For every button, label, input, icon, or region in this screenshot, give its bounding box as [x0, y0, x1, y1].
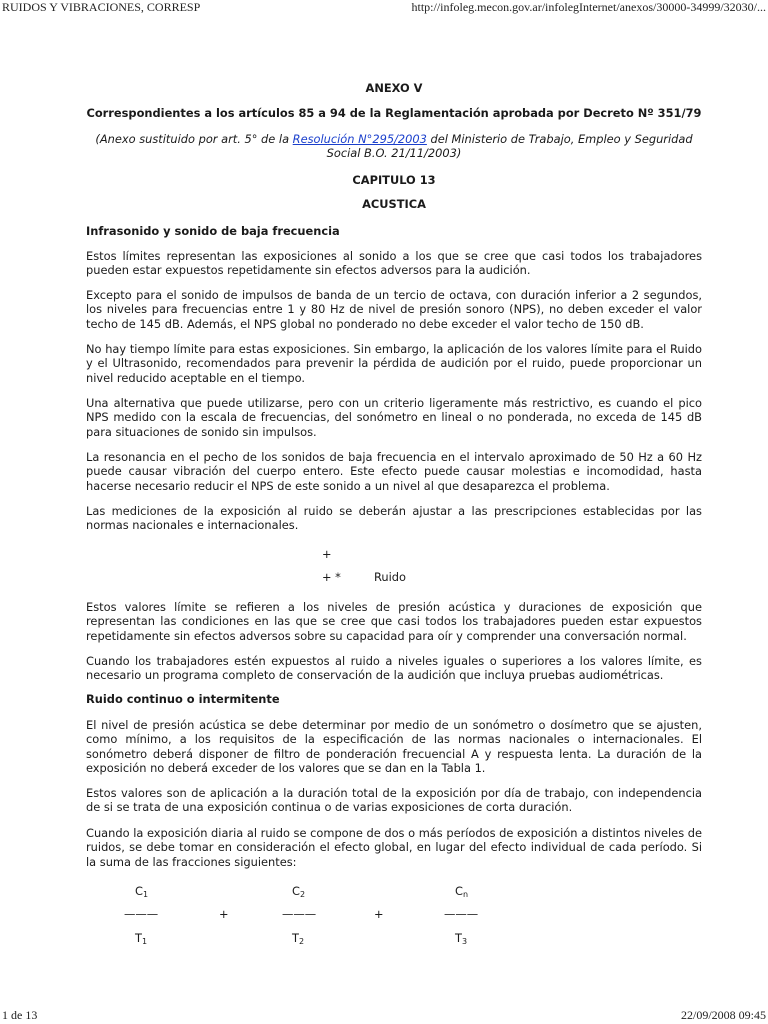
section-title: ACUSTICA	[362, 197, 426, 211]
paragraph-11: Cuando la exposición diaria al ruido se compone de dos o más períodos de exposición a distintos niveles de ruidos, se debe tomar en consideración el efecto global, en lugar del efecto individual de cada período. Si la suma de las fracciones siguientes:	[86, 826, 702, 869]
paragraph-1: Estos límites representan las exposiciones al sonido a los que se cree que casi todos los trabajadores pueden estar expuestos repetidamente sin efectos adversos para la audición.	[86, 249, 702, 278]
fraction-3-bar: ———	[444, 907, 479, 921]
paragraph-3: No hay tiempo límite para estas exposiciones. Sin embargo, la aplicación de los valores límite para el Ruido y el Ultrasonido, recomendados para prevenir la pérdida de audición por el ruido, puede proporcionar un nivel reducido aceptable en el tiempo.	[86, 342, 702, 385]
paragraph-2: Excepto para el sonido de impulsos de banda de un tercio de octava, con duración inferior a 2 segundos, los niveles para frecuencias entre 1 y 80 Hz de nivel de presión sonoro (NPS), no deben exceder el valor techo de 145 dB. Además, el NPS global no ponderado no debe exceder el valor techo de 150 dB.	[86, 288, 702, 331]
footer-page-number: 1 de 13	[2, 1008, 38, 1022]
paragraph-9: El nivel de presión acústica se debe determinar por medio de un sonómetro o dosímetro que se ajusten, como mínimo, a los requisitos de la especificación de las normas nacionales o internacionales. El sonómetro deberá disponer de filtro de ponderación frecuencial A y respuesta lenta. La duración de la exposición no deberá exceder de los valores que se dan en la Tabla 1.	[86, 718, 702, 775]
fraction-2-bar: ———	[282, 907, 317, 921]
annex-subtitle: Correspondientes a los artículos 85 a 94 de la Reglamentación aprobada por Decreto Nº 351/79	[86, 106, 702, 120]
fraction-3-numerator: $C_n$	[455, 884, 469, 899]
heading-ruido-continuo: Ruido continuo o intermitente	[86, 692, 280, 706]
annex-note	[86, 132, 702, 161]
ruido-label: Ruido	[374, 570, 406, 584]
plus-operator-1: +	[219, 907, 229, 921]
fraction-2-numerator: $C_2$	[292, 884, 306, 899]
plus-operator-2: +	[374, 907, 384, 921]
fraction-1-numerator: $C_1$	[135, 884, 149, 899]
paragraph-10: Estos valores son de aplicación a la duración total de la exposición por día de trabajo, con independencia de si se trata de una exposición continua o de varias exposiciones de corta duración.	[86, 786, 702, 815]
annex-note-pre: (Anexo sustituido por art. 5° de la	[95, 132, 293, 146]
paragraph-6: Las mediciones de la exposición al ruido se deberán ajustar a las prescripciones establecidas por las normas nacionales e internacionales.	[86, 504, 702, 533]
plus-mark: +	[322, 547, 332, 561]
annex-note-post: del Ministerio de Trabajo, Empleo y Seguridad Social B.O. 21/11/2003)	[326, 132, 693, 161]
resolution-link[interactable]: Resolución N°295/2003	[292, 132, 427, 146]
fraction-3-denominator: $T_3$	[455, 931, 468, 946]
plus-asterisk-mark: + *	[322, 570, 341, 584]
footer-datetime: 22/09/2008 09:45	[680, 1008, 766, 1022]
fraction-1-bar: ———	[124, 907, 159, 921]
paragraph-5: La resonancia en el pecho de los sonidos de baja frecuencia en el intervalo aproximado de 50 Hz a 60 Hz puede causar vibración del cuerpo entero. Este efecto puede causar molestias e incomodidad, hasta hacerse necesario reducir el NPS de este sonido a un nivel al que desaparezca el problema.	[86, 450, 702, 493]
fraction-1-denominator: $T_1$	[135, 931, 148, 946]
header-title: RUIDOS Y VIBRACIONES, CORRESP	[2, 0, 201, 14]
heading-infrasonido: Infrasonido y sonido de baja frecuencia	[86, 224, 340, 238]
paragraph-4: Una alternativa que puede utilizarse, pero con un criterio ligeramente más restrictivo, es cuando el pico NPS medido con la escala de frecuencias, del sonómetro en lineal o no ponderada, no exceda de 145 dB para situaciones de sonido sin impulsos.	[86, 396, 702, 439]
paragraph-8: Cuando los trabajadores estén expuestos al ruido a niveles iguales o superiores a los valores límite, es necesario un programa completo de conservación de la audición que incluya pruebas audiométricas.	[86, 654, 702, 683]
annex-title: ANEXO V	[365, 81, 423, 95]
chapter-title: CAPITULO 13	[352, 173, 436, 187]
header-url: http://infoleg.mecon.gov.ar/infolegInternet/anexos/30000-34999/32030/...	[411, 0, 766, 14]
fraction-2-denominator: $T_2$	[292, 931, 305, 946]
paragraph-7: Estos valores límite se refieren a los niveles de presión acústica y duraciones de exposición que representan las condiciones en las que se cree que casi todos los trabajadores pueden estar expuestos repetidamente sin efectos adversos sobre su capacidad para oír y comprender una conversación normal.	[86, 600, 702, 643]
